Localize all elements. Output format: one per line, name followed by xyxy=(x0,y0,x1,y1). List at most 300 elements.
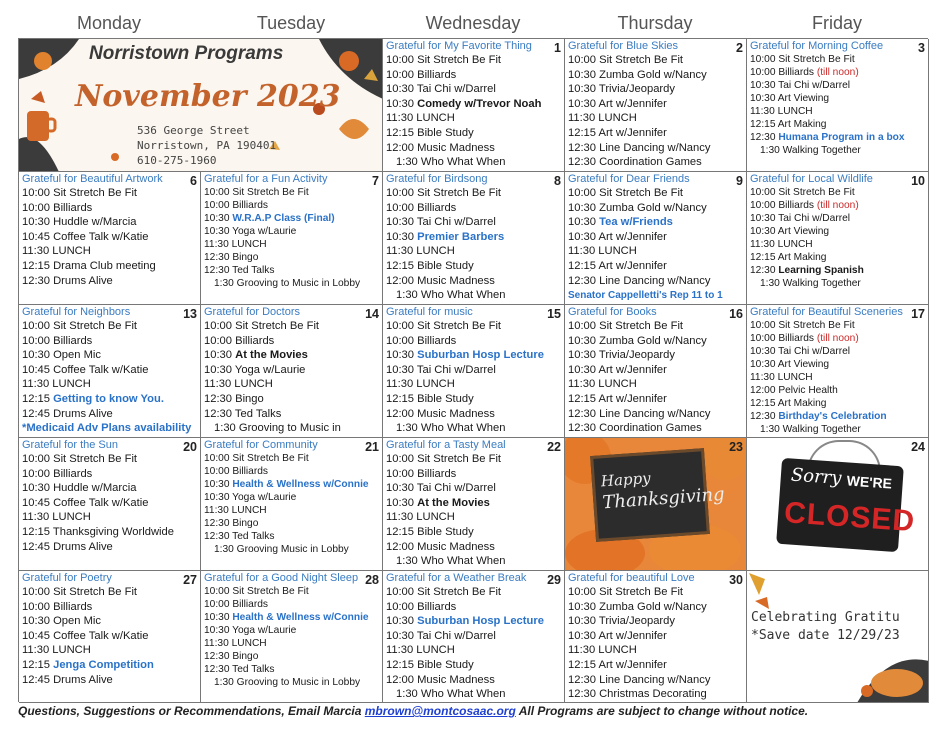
activity-item xyxy=(22,673,197,688)
chalk-happy: Happy xyxy=(600,468,652,491)
activity-item xyxy=(386,673,561,688)
activity-item xyxy=(22,407,197,422)
activity-item xyxy=(22,348,197,363)
activity-text: 12:15 Art w/Jennifer xyxy=(568,658,667,671)
activity-item xyxy=(750,131,925,144)
activity-text: 10:30 xyxy=(386,615,418,628)
activity-text: 11:30 LUNCH xyxy=(386,112,455,125)
activity-text: 10:30 xyxy=(568,216,600,229)
activity-item xyxy=(386,348,561,363)
activity-text: 10:00 Sit Stretch Be Fit xyxy=(386,453,502,465)
activity-text: 10:30 Tai Chi w/Darrel xyxy=(386,363,496,376)
activity-item xyxy=(22,201,197,216)
activity-text: 10:30 Tai Chi w/Darrel xyxy=(386,482,496,495)
activity-text: 10:30 Yoga w/Laurie xyxy=(204,492,297,503)
activity-item xyxy=(568,68,743,83)
activity-text: 12:30 Bingo xyxy=(204,392,264,405)
activity-text: 1:30 Who What When xyxy=(396,688,506,701)
activity-item xyxy=(386,259,561,274)
activity-text: 10:00 Sit Stretch Be Fit xyxy=(750,54,855,65)
activity-text: 11:30 LUNCH xyxy=(386,378,455,391)
activity-item xyxy=(568,629,743,644)
day-theme: Grateful for the Sun xyxy=(22,439,118,451)
activity-item xyxy=(204,334,379,349)
activity-text: 11:30 LUNCH xyxy=(750,106,813,117)
day-number: 20 xyxy=(183,440,197,454)
activity-item xyxy=(204,598,379,611)
activity-text: 12:30 Bingo xyxy=(204,252,259,263)
activity-text: 10:30 xyxy=(204,612,233,623)
activity-item xyxy=(386,525,561,540)
activity-text: 10:30 Open Mic xyxy=(22,349,101,362)
day-cell-6 xyxy=(19,172,201,305)
activity-text: 10:30 Open Mic xyxy=(22,615,101,628)
activity-special: W.R.A.P Class (Final) xyxy=(232,213,335,224)
activity-item xyxy=(22,496,197,511)
day-cell-8 xyxy=(383,172,565,305)
activity-text: 1:30 Walking Together xyxy=(760,278,861,289)
activity-text: 10:00 Billiards xyxy=(750,200,817,211)
activity-text: 12:30 Bingo xyxy=(204,651,259,662)
activity-item xyxy=(568,319,743,334)
day-theme: Grateful for a Fun Activity xyxy=(204,173,328,185)
activity-item xyxy=(386,643,561,658)
activity-item xyxy=(22,540,197,555)
activity-text: 12:30 xyxy=(750,132,779,143)
activity-item xyxy=(568,201,743,216)
activity-text: 12:15 Art Making xyxy=(750,119,827,130)
activity-text: 11:30 LUNCH xyxy=(204,378,273,391)
activity-item xyxy=(204,392,379,407)
activity-item xyxy=(750,371,925,384)
activity-text: 10:30 Tai Chi w/Darrel xyxy=(386,83,496,96)
activity-text: 12:15 Bible Study xyxy=(386,126,474,139)
activity-text: 12:15 Bible Study xyxy=(386,259,474,272)
activity-item xyxy=(386,554,561,569)
activity-text: 1:30 Grooving to Music in Lobby xyxy=(214,278,361,289)
activity-note: (till noon) xyxy=(816,67,859,78)
activity-special: Humana Program in a box xyxy=(778,132,905,143)
activity-item xyxy=(22,230,197,245)
activity-text: 10:30 Art Viewing xyxy=(750,359,830,370)
activity-special: *Medicaid Adv Plans availability xyxy=(22,422,192,435)
activity-text: 12:45 Drums Alive xyxy=(22,540,113,553)
cover-address xyxy=(137,123,276,168)
activity-note: (till noon) xyxy=(816,200,859,211)
activity-text: 11:30 LUNCH xyxy=(22,644,91,657)
day-cell-27 xyxy=(19,571,201,703)
activity-text: 1:30 Grooving to Music in xyxy=(214,422,341,435)
activity-item xyxy=(204,585,379,598)
activity-item xyxy=(568,348,743,363)
activity-text: 12:30 Coordination Games xyxy=(568,422,702,435)
day-theme: Grateful for Morning Coffee xyxy=(750,40,884,52)
activity-item xyxy=(750,264,925,277)
activity-item xyxy=(750,384,925,397)
activity-item xyxy=(568,97,743,112)
day-cell-24 xyxy=(747,438,929,571)
activity-item xyxy=(22,643,197,658)
activity-text: 1:30 Walking Together xyxy=(760,424,861,435)
day-theme: Grateful for Beautiful Artwork xyxy=(22,173,163,185)
day-number: 8 xyxy=(554,174,561,188)
day-cell-friday-last xyxy=(747,571,929,703)
activity-item xyxy=(568,377,743,392)
activity-item xyxy=(386,510,561,525)
day-number: 15 xyxy=(547,307,561,321)
chalk-thanksgiving: Thanksgiving xyxy=(601,483,726,514)
activity-item xyxy=(204,637,379,650)
activity-item xyxy=(204,676,379,689)
activity-text: 10:00 Sit Stretch Be Fit xyxy=(568,320,684,332)
activity-text: 12:30 Line Dancing w/Nancy xyxy=(568,673,711,686)
day-thursday: Thursday xyxy=(617,13,693,33)
celebration-title: Celebrating Gratitu xyxy=(751,610,900,625)
activity-special: Tea w/Friends xyxy=(599,216,673,229)
activity-item xyxy=(204,530,379,543)
activity-text: 10:30 xyxy=(204,479,233,490)
activity-item xyxy=(386,319,561,334)
activity-text: 10:00 Billiards xyxy=(204,599,268,610)
activity-item xyxy=(386,201,561,216)
day-theme: Grateful for Beautiful Sceneries xyxy=(750,306,903,318)
activity-item xyxy=(386,585,561,600)
activity-text: 10:30 Yoga w/Laurie xyxy=(204,363,306,376)
activity-text: 12:15 Art Making xyxy=(750,398,827,409)
activity-text: 12:30 Bingo xyxy=(204,518,259,529)
contact-email-link[interactable]: mbrown@montcosaac.org xyxy=(364,704,516,718)
activity-item xyxy=(750,397,925,410)
activity-item xyxy=(22,658,197,673)
activity-item xyxy=(204,363,379,378)
activity-text: 10:00 Billiards xyxy=(22,201,93,214)
activity-item xyxy=(386,97,561,112)
activity-text: 10:00 Sit Stretch Be Fit xyxy=(568,586,684,598)
activity-item xyxy=(386,629,561,644)
activity-item xyxy=(22,274,197,289)
activity-text: 10:45 Coffee Talk w/Katie xyxy=(22,363,149,376)
activity-item xyxy=(204,225,379,238)
activity-item xyxy=(568,421,743,436)
activity-special: Birthday's Celebration xyxy=(778,411,887,422)
activity-item xyxy=(204,663,379,676)
activity-text: 10:30 Zumba Gold w/Nancy xyxy=(568,334,707,347)
activity-item xyxy=(386,392,561,407)
day-theme: Grateful for My Favorite Thing xyxy=(386,40,532,52)
activity-item xyxy=(750,118,925,131)
activity-text: 10:45 Coffee Talk w/Katie xyxy=(22,230,149,243)
activity-item xyxy=(750,186,925,199)
day-number: 13 xyxy=(183,307,197,321)
activity-item xyxy=(204,238,379,251)
activity-item xyxy=(386,421,561,436)
activity-text: 10:00 Sit Stretch Be Fit xyxy=(204,586,309,597)
sign-were: WE'RE xyxy=(846,472,893,492)
activity-item xyxy=(204,199,379,212)
activity-item xyxy=(386,658,561,673)
activity-item xyxy=(568,658,743,673)
day-theme: Grateful for Blue Skies xyxy=(568,40,679,52)
activity-item xyxy=(386,274,561,289)
day-theme: Grateful for a Tasty Meal xyxy=(386,439,506,451)
address-street: 536 George Street xyxy=(137,124,250,137)
activity-highlight: At the Movies xyxy=(417,496,490,509)
activity-item xyxy=(750,277,925,290)
activity-item xyxy=(204,650,379,663)
activity-text: 10:00 Billiards xyxy=(386,68,457,81)
activity-item xyxy=(22,319,197,334)
activity-item xyxy=(386,540,561,555)
activity-text: 10:00 Billiards xyxy=(204,466,268,477)
day-number: 16 xyxy=(729,307,743,321)
activity-item xyxy=(568,244,743,259)
activity-text: 11:30 LUNCH xyxy=(204,239,267,250)
activity-item xyxy=(204,452,379,465)
day-theme: Grateful for Birdsong xyxy=(386,173,488,185)
activity-text: 11:30 LUNCH xyxy=(22,378,91,391)
day-theme: Grateful for Neighbors xyxy=(22,306,131,318)
activity-text: 10:30 Huddle w/Marcia xyxy=(22,482,137,495)
day-theme: Grateful for beautiful Love xyxy=(568,572,695,584)
activity-text: 10:30 Yoga w/Laurie xyxy=(204,625,297,636)
activity-item xyxy=(22,392,197,407)
activity-text: 10:30 Tai Chi w/Darrel xyxy=(750,213,851,224)
activity-text: 10:00 Sit Stretch Be Fit xyxy=(386,187,502,199)
activity-text: 10:00 Sit Stretch Be Fit xyxy=(386,586,502,598)
activity-item xyxy=(568,363,743,378)
calendar-grid xyxy=(18,38,928,702)
activity-special: Getting to know You. xyxy=(53,392,164,405)
activity-text: 10:30 Art Viewing xyxy=(750,226,830,237)
activity-item xyxy=(386,614,561,629)
activity-item xyxy=(22,525,197,540)
activity-item xyxy=(22,259,197,274)
activity-text: 10:30 Tai Chi w/Darrel xyxy=(750,80,851,91)
activity-item xyxy=(568,82,743,97)
activity-text: 10:30 xyxy=(204,213,233,224)
activity-text: 1:30 Who What When xyxy=(396,289,506,302)
activity-item xyxy=(568,215,743,230)
activity-text: 12:00 Music Madness xyxy=(386,274,495,287)
activity-text: 12:15 Drama Club meeting xyxy=(22,259,156,272)
activity-item xyxy=(568,392,743,407)
activity-item xyxy=(204,377,379,392)
save-date: *Save date 12/29/23 xyxy=(751,628,900,643)
activity-item xyxy=(568,288,743,304)
activity-item xyxy=(204,478,379,491)
day-cell-2 xyxy=(565,39,747,172)
day-number: 29 xyxy=(547,573,561,587)
activity-special: Jenga Competition xyxy=(53,658,154,671)
activity-item xyxy=(568,230,743,245)
day-theme: Grateful for music xyxy=(386,306,473,318)
activity-item xyxy=(568,643,743,658)
activity-text: 12:00 Music Madness xyxy=(386,540,495,553)
activity-text: 10:45 Coffee Talk w/Katie xyxy=(22,496,149,509)
day-cell-21 xyxy=(201,438,383,571)
day-friday: Friday xyxy=(811,13,862,33)
day-theme: Grateful for Local Wildlife xyxy=(750,173,873,185)
day-number: 3 xyxy=(918,41,925,55)
activity-item xyxy=(750,144,925,157)
activity-special: Suburban Hosp Lecture xyxy=(417,615,544,628)
activity-item xyxy=(204,251,379,264)
activity-item xyxy=(204,212,379,225)
day-theme: Grateful for Poetry xyxy=(22,572,112,584)
activity-text: 12:30 Drums Alive xyxy=(22,274,113,287)
activity-text: 10:30 xyxy=(386,97,418,110)
activity-item xyxy=(568,614,743,629)
activity-item xyxy=(204,517,379,530)
activity-text: 1:30 Who What When xyxy=(396,422,506,435)
activity-item xyxy=(386,141,561,156)
activity-item xyxy=(750,410,925,423)
footer-post: All Programs are subject to change without notice. xyxy=(515,704,809,718)
activity-text: 1:30 Grooving Music in Lobby xyxy=(214,544,349,555)
day-cell-15 xyxy=(383,305,565,438)
activity-text: 10:30 Yoga w/Laurie xyxy=(204,226,297,237)
activity-text: 12:15 Art Making xyxy=(750,252,827,263)
activity-text: 10:30 Tai Chi w/Darrel xyxy=(386,629,496,642)
activity-item xyxy=(204,277,379,290)
activity-item xyxy=(22,629,197,644)
activity-item xyxy=(386,155,561,170)
activity-text: 11:30 LUNCH xyxy=(386,245,455,258)
sign-closed: CLOSED xyxy=(783,496,917,539)
activity-text: 10:30 Art w/Jennifer xyxy=(568,629,667,642)
activity-item xyxy=(568,155,743,170)
activity-item xyxy=(204,348,379,363)
activity-item xyxy=(386,687,561,702)
activity-item xyxy=(568,687,743,702)
activity-item xyxy=(22,510,197,525)
day-number: 10 xyxy=(911,174,925,188)
day-cell-13 xyxy=(19,305,201,438)
activity-highlight: At the Movies xyxy=(235,349,308,362)
day-cell-20 xyxy=(19,438,201,571)
activity-item xyxy=(386,186,561,201)
cover-month: November 2023 xyxy=(75,79,341,114)
activity-item xyxy=(386,68,561,83)
activity-item xyxy=(204,421,379,436)
activity-item xyxy=(568,585,743,600)
day-theme: Grateful for a Weather Break xyxy=(386,572,527,584)
activity-item xyxy=(750,212,925,225)
activity-item xyxy=(22,614,197,629)
activity-text: 12:30 Ted Talks xyxy=(204,531,275,542)
activity-text: 10:00 Billiards xyxy=(386,201,457,214)
day-cell-23 xyxy=(565,438,747,571)
activity-item xyxy=(750,319,925,332)
activity-text: 11:30 LUNCH xyxy=(386,644,455,657)
day-number: 2 xyxy=(736,41,743,55)
activity-item xyxy=(386,126,561,141)
activity-item xyxy=(386,467,561,482)
activity-text: 10:00 Billiards xyxy=(386,600,457,613)
activity-item xyxy=(204,319,379,334)
activity-item xyxy=(204,543,379,556)
day-tuesday: Tuesday xyxy=(256,13,326,33)
day-number: 27 xyxy=(183,573,197,587)
activity-text: 10:00 Billiards xyxy=(204,200,268,211)
footer-pre: Questions, Suggestions or Recommendations, Email Marcia xyxy=(18,704,365,718)
activity-special: Senator Cappelletti's Rep 11 to 1 xyxy=(568,290,723,302)
activity-text: 12:45 Drums Alive xyxy=(22,673,113,686)
activity-item xyxy=(386,363,561,378)
activity-item xyxy=(386,481,561,496)
day-number: 14 xyxy=(365,307,379,321)
activity-note: (till noon) xyxy=(816,333,859,344)
chalkboard-sign xyxy=(590,448,726,542)
activity-text: 12:15 Art w/Jennifer xyxy=(568,392,667,405)
day-number: 30 xyxy=(729,573,743,587)
activity-item xyxy=(568,334,743,349)
activity-text: 10:00 Sit Stretch Be Fit xyxy=(750,187,855,198)
activity-text: 10:30 Zumba Gold w/Nancy xyxy=(568,201,707,214)
activity-text: 12:30 Ted Talks xyxy=(204,265,275,276)
activity-text: 10:45 Coffee Talk w/Katie xyxy=(22,629,149,642)
activity-text: 10:30 Art Viewing xyxy=(750,93,830,104)
activity-item xyxy=(750,105,925,118)
activity-item xyxy=(750,423,925,436)
activity-text: 10:30 xyxy=(386,230,418,243)
activity-item xyxy=(22,334,197,349)
activity-item xyxy=(386,244,561,259)
activity-item xyxy=(568,141,743,156)
activity-item xyxy=(386,215,561,230)
activity-text: 12:30 Coordination Games xyxy=(568,156,702,169)
day-cell-22 xyxy=(383,438,565,571)
activity-item xyxy=(568,186,743,201)
celebration-note xyxy=(751,609,900,645)
activity-text: 12:15 Art w/Jennifer xyxy=(568,126,667,139)
activity-text: 10:00 Sit Stretch Be Fit xyxy=(22,453,138,465)
activity-item xyxy=(22,215,197,230)
activity-item xyxy=(750,251,925,264)
day-cell-16 xyxy=(565,305,747,438)
activity-item xyxy=(568,274,743,289)
day-theme: Grateful for Doctors xyxy=(204,306,300,318)
cover-banner xyxy=(19,39,383,172)
activity-item xyxy=(386,334,561,349)
day-number: 17 xyxy=(911,307,925,321)
day-cell-28 xyxy=(201,571,383,703)
activity-item xyxy=(204,407,379,422)
activity-item xyxy=(750,225,925,238)
activity-text: 12:00 Music Madness xyxy=(386,673,495,686)
activity-text: 12:15 Bible Study xyxy=(386,392,474,405)
activity-text: 12:15 Bible Study xyxy=(386,658,474,671)
activity-text: 10:00 Sit Stretch Be Fit xyxy=(386,54,502,66)
day-cell-10 xyxy=(747,172,929,305)
activity-item xyxy=(204,186,379,199)
activity-special: Health & Wellness w/Connie xyxy=(232,479,369,490)
activity-item xyxy=(750,79,925,92)
address-city: Norristown, PA 190401 xyxy=(137,139,277,152)
activity-text: 11:30 LUNCH xyxy=(750,372,813,383)
activity-item xyxy=(22,244,197,259)
activity-item xyxy=(568,600,743,615)
activity-text: 1:30 Walking Together xyxy=(760,145,861,156)
day-monday: Monday xyxy=(76,13,142,33)
activity-text: 10:00 Billiards xyxy=(22,600,93,613)
activity-text: 12:15 Thanksgiving Worldwide xyxy=(22,525,174,538)
activity-text: 10:30 Art w/Jennifer xyxy=(568,363,667,376)
activity-text: 10:30 Trivia/Jeopardy xyxy=(568,615,675,628)
activity-text: 12:30 Christmas Decorating xyxy=(568,688,707,701)
activity-text: 10:00 Billiards xyxy=(22,334,93,347)
activity-text: 12:15 xyxy=(22,392,54,405)
